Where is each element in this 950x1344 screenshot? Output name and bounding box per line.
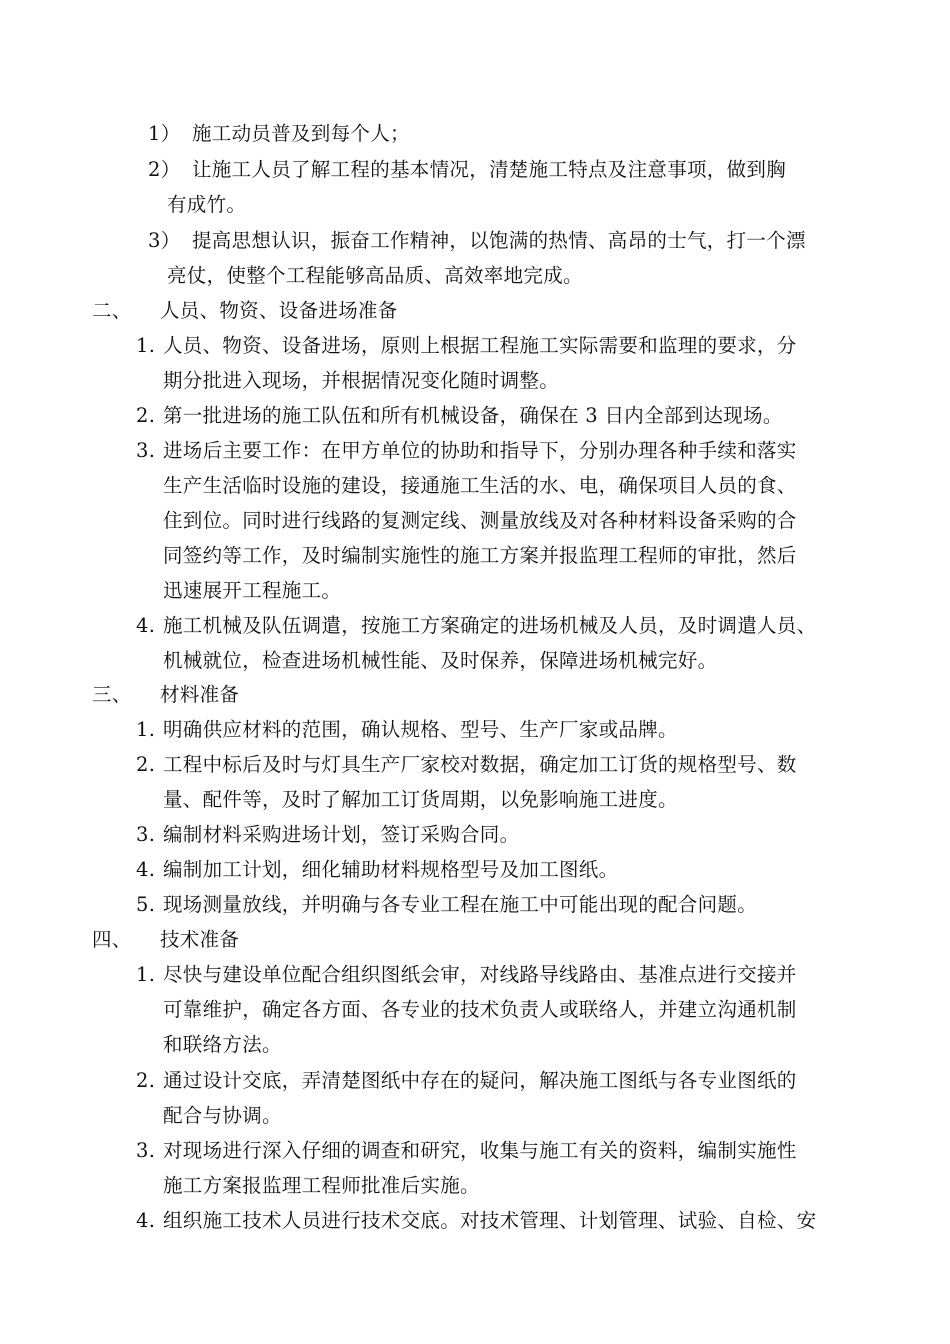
- list-item-text: 编制材料采购进场计划，签订采购合同。: [163, 823, 520, 846]
- section-number: 四、: [92, 928, 132, 951]
- section-title: 材料准备: [160, 683, 240, 706]
- list-item-text: 第一批进场的施工队伍和所有机械设备，确保在 3 日内全部到达现场。: [163, 404, 783, 427]
- list-item-text: 施工方案报监理工程师批准后实施。: [163, 1174, 480, 1197]
- list-item-text: 组织施工技术人员进行技术交底。对技术管理、计划管理、试验、自检、安: [163, 1209, 817, 1232]
- list-item-text: 施工机械及队伍调遣，按施工方案确定的进场机械及人员，及时调遣人员、: [163, 614, 817, 637]
- section-number: 三、: [92, 683, 132, 706]
- list-item-text: 进场后主要工作：在甲方单位的协助和指导下，分别办理各种手续和落实: [163, 439, 797, 462]
- section-title: 人员、物资、设备进场准备: [160, 299, 398, 322]
- list-item-text: 通过设计交底，弄清楚图纸中存在的疑问，解决施工图纸与各专业图纸的: [163, 1069, 797, 1092]
- sub-item-text: 有成竹。: [167, 193, 247, 216]
- list-item-text: 配合与协调。: [163, 1104, 282, 1127]
- list-item-number: 2.: [136, 753, 156, 776]
- list-item-text: 对现场进行深入仔细的调查和研究，收集与施工有关的资料，编制实施性: [163, 1139, 797, 1162]
- sub-item-text: 让施工人员了解工程的基本情况，清楚施工特点及注意事项，做到胸: [192, 158, 787, 181]
- list-item-number: 4.: [136, 1209, 156, 1232]
- list-item-text: 现场测量放线，并明确与各专业工程在施工中可能出现的配合问题。: [163, 893, 758, 916]
- section-number: 二、: [92, 299, 132, 322]
- list-item-number: 5.: [136, 893, 156, 916]
- list-item-number: 4.: [136, 858, 156, 881]
- list-item-number: 4.: [136, 614, 156, 637]
- sub-item-text: 提高思想认识，振奋工作精神，以饱满的热情、高昂的士气，打一个漂: [192, 229, 806, 252]
- list-item-text: 量、配件等，及时了解加工订货周期，以免影响施工进度。: [163, 788, 678, 811]
- sub-item-text: 施工动员普及到每个人；: [192, 122, 410, 145]
- list-item-text: 工程中标后及时与灯具生产厂家校对数据，确定加工订货的规格型号、数: [163, 753, 797, 776]
- list-item-number: 3.: [136, 439, 156, 462]
- list-item-number: 2.: [136, 404, 156, 427]
- list-item-number: 3.: [136, 1139, 156, 1162]
- list-item-text: 生产生活临时设施的建设，接通施工生活的水、电，确保项目人员的食、: [163, 474, 797, 497]
- sub-item-number: 2）: [148, 158, 181, 181]
- list-item-text: 人员、物资、设备进场，原则上根据工程施工实际需要和监理的要求，分: [163, 334, 797, 357]
- sub-item-number: 3）: [148, 229, 181, 252]
- list-item-text: 同签约等工作，及时编制实施性的施工方案并报监理工程师的审批，然后: [163, 544, 797, 567]
- list-item-text: 住到位。同时进行线路的复测定线、测量放线及对各种材料设备采购的合: [163, 509, 797, 532]
- sub-item-text: 亮仗，使整个工程能够高品质、高效率地完成。: [167, 264, 583, 287]
- list-item-text: 编制加工计划，细化辅助材料规格型号及加工图纸。: [163, 858, 619, 881]
- list-item-number: 1.: [136, 963, 156, 986]
- list-item-number: 3.: [136, 823, 156, 846]
- list-item-text: 迅速展开工程施工。: [163, 579, 342, 602]
- list-item-text: 尽快与建设单位配合组织图纸会审，对线路导线路由、基准点进行交接并: [163, 963, 797, 986]
- sub-item-number: 1）: [148, 122, 181, 145]
- list-item-number: 1.: [136, 718, 156, 741]
- list-item-number: 1.: [136, 334, 156, 357]
- list-item-text: 明确供应材料的范围，确认规格、型号、生产厂家或品牌。: [163, 718, 678, 741]
- list-item-text: 期分批进入现场，并根据情况变化随时调整。: [163, 369, 560, 392]
- list-item-text: 和联络方法。: [163, 1033, 282, 1056]
- section-title: 技术准备: [160, 928, 240, 951]
- list-item-number: 2.: [136, 1069, 156, 1092]
- list-item-text: 可靠维护，确定各方面、各专业的技术负责人或联络人，并建立沟通机制: [163, 998, 797, 1021]
- list-item-text: 机械就位，检查进场机械性能、及时保养，保障进场机械完好。: [163, 649, 718, 672]
